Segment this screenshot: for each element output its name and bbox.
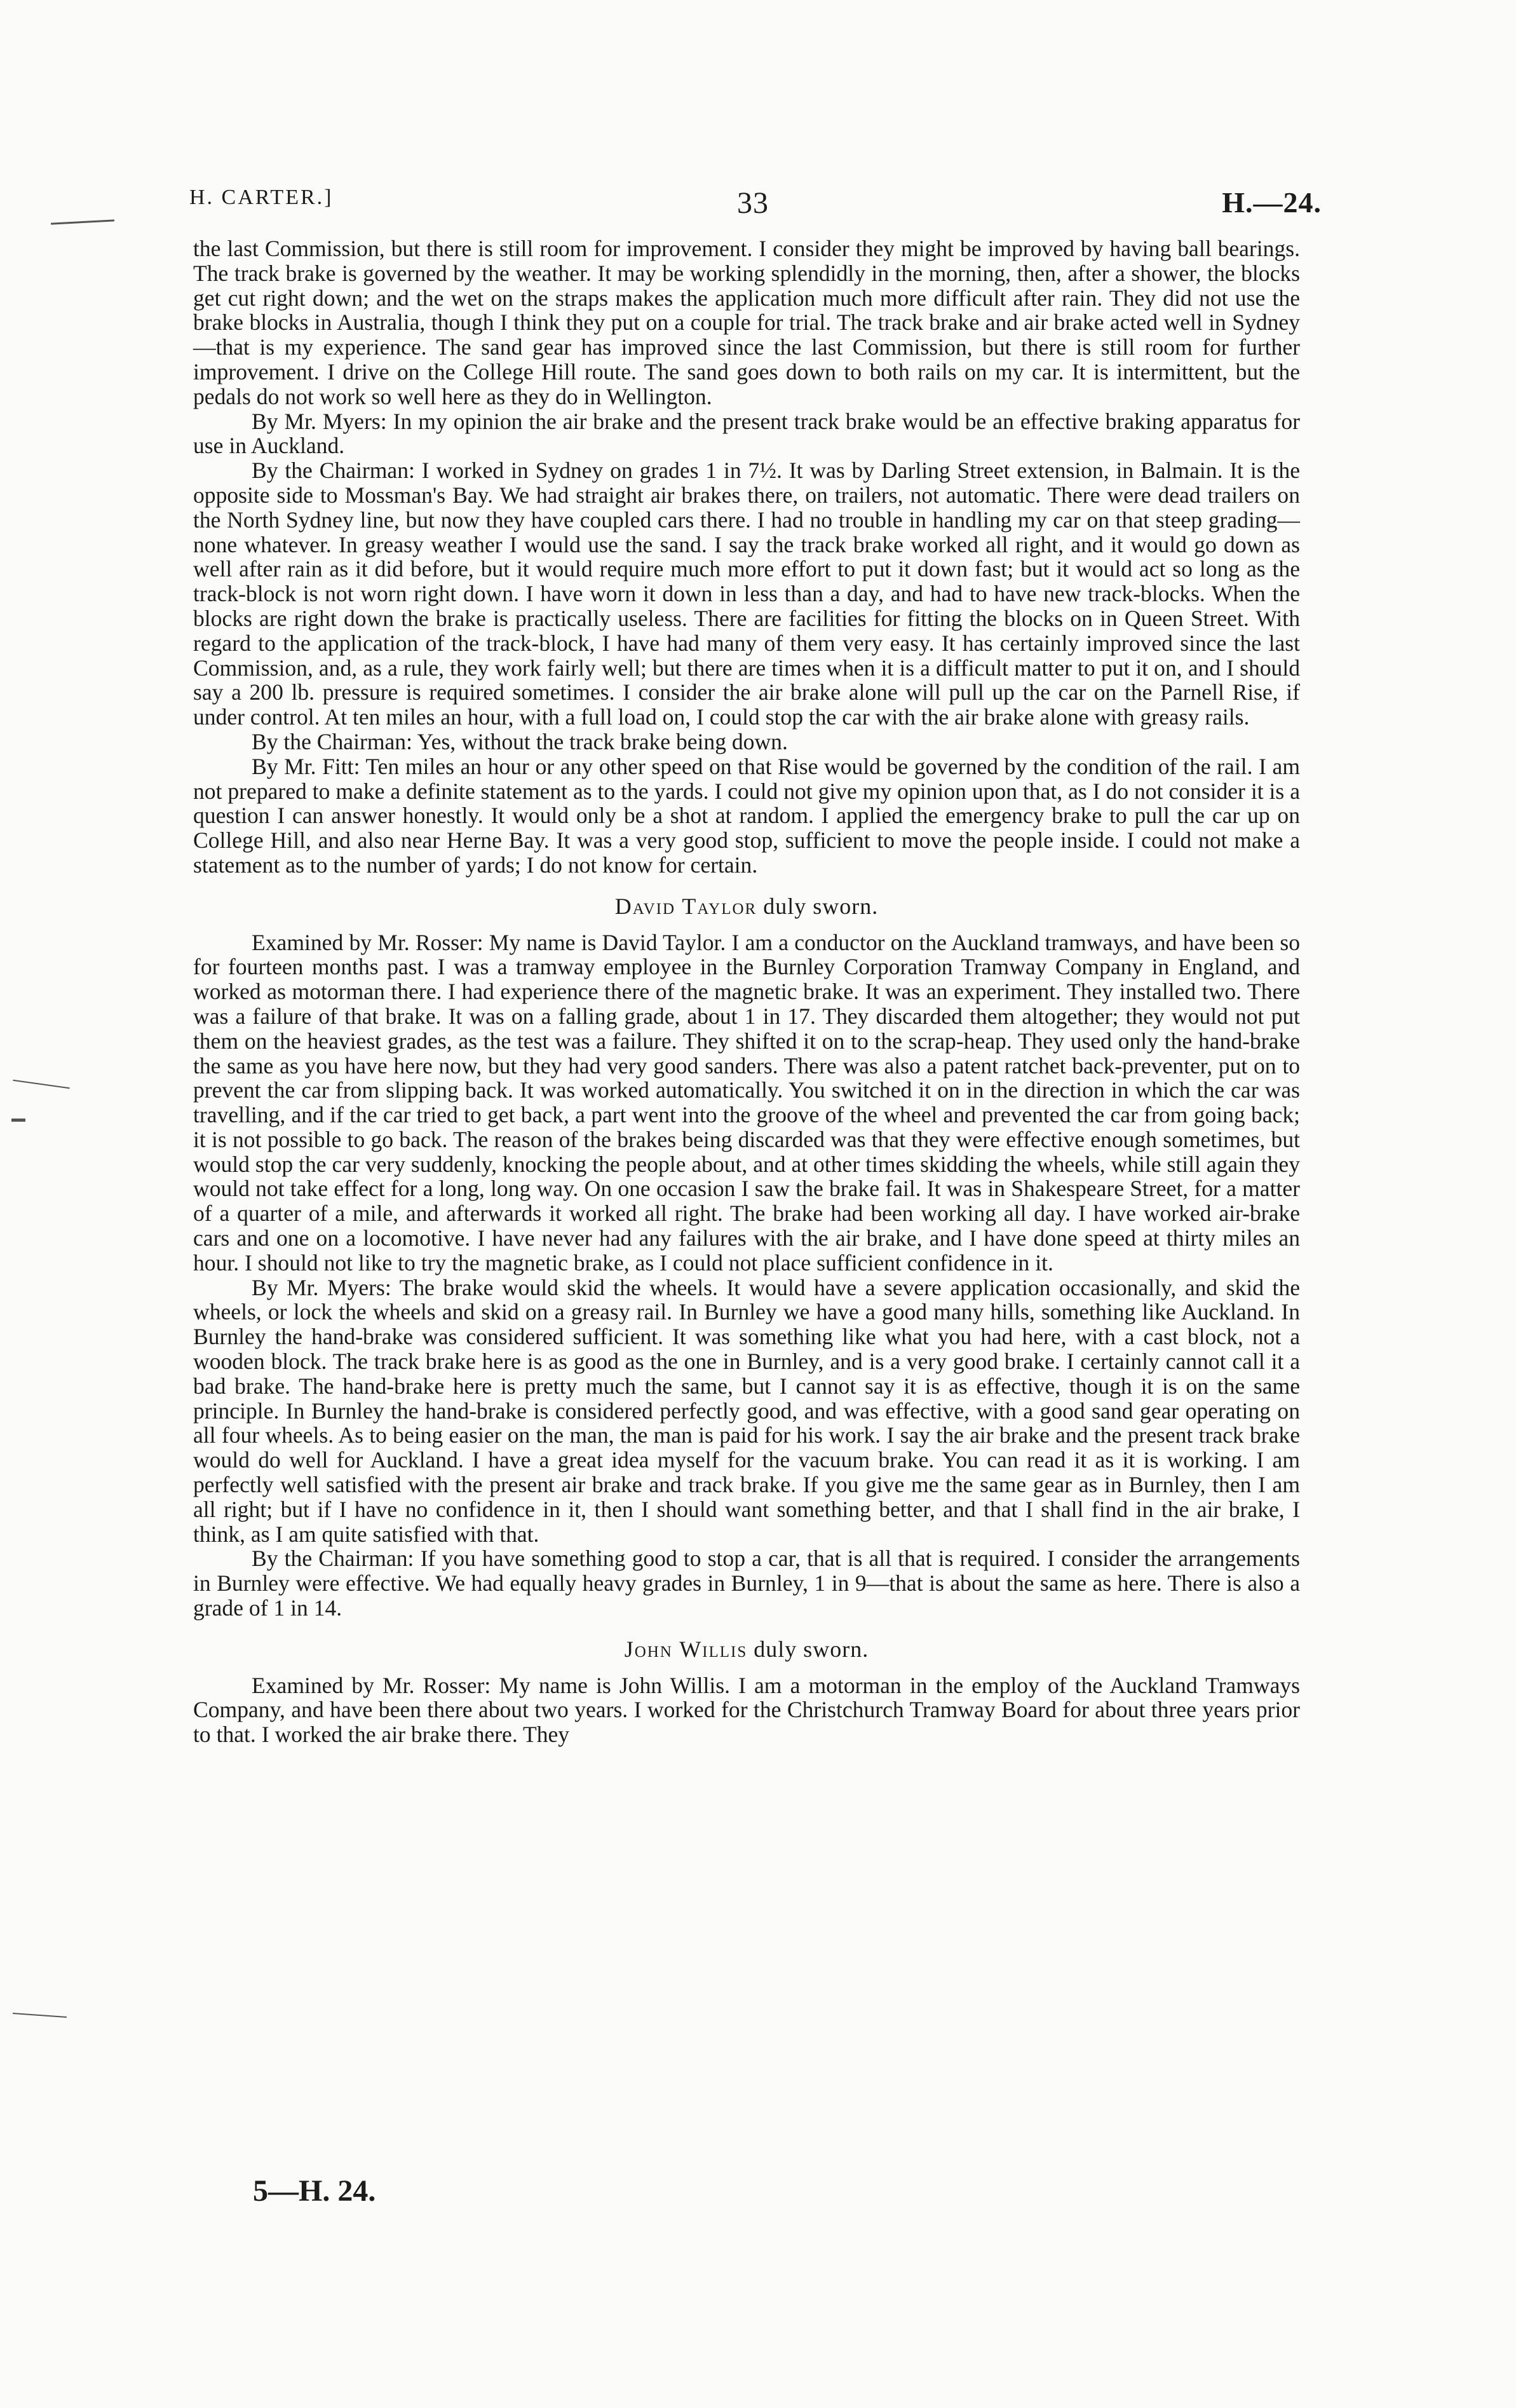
paragraph: By the Chairman: Yes, without the track brake being down.: [252, 728, 788, 754]
witness-heading: [193, 894, 1300, 919]
margin-mark: [11, 1119, 25, 1122]
paragraph: the last Commission, but there is still room for improvement. I consider they might be improved by having ball bearings. The track brake is governed by the weather. It may be working splendidly in the morning, then, after a shower, the blocks get cut right down; and the wet on the straps makes the application much more difficult after rain. They did not use the brake blocks in Australia, though I think they put on a couple for trial. The track brake and air brake acted well in Sydney—that is my experience. The sand gear has improved since the last Commission, but there is still room for further improvement. I drive on the College Hill route. The sand goes down to both rails on my car. It is intermittent, but the pedals do not work so well here as they do in Wellington.: [193, 236, 1300, 409]
witness-name: David Taylor: [614, 893, 757, 919]
page-number: 33: [737, 186, 769, 220]
margin-mark: [13, 1080, 69, 1089]
witness-sworn: duly sworn.: [747, 1636, 869, 1662]
running-head-left: H. CARTER.]: [189, 186, 334, 209]
paragraph: Examined by Mr. Rosser: My name is David Taylor. I am a conductor on the Auckland tramways, and have been so for fourteen months past. I was a tramway employee in the Burnley Corporation Tramway Company in England, and worked as motorman there. I had experience there of the magnetic brake. It was an experiment. They installed two. There was a failure of that brake. It was on a falling grade, about 1 in 17. They discarded them altogether; they would not put them on the heaviest grades, as the test was a failure. They shifted it on to the scrap-heap. They used only the hand-brake the same as you have here now, but they had very good sanders. There was also a patent ratchet back-preventer, put on to prevent the car from slipping back. It was worked automatically. You switched it on in the direction in which the car was travelling, and if the car tried to get back, a part went into the groove of the wheel and prevented the car from going back; it is not possible to go back. The reason of the brakes being discarded was that they were effective enough sometimes, but would stop the car very suddenly, knocking the people about, and at other times skidding the wheels, while still again they would not take effect for a long, long way. On one occasion I saw the brake fail. It was in Shakespeare Street, for a matter of a quarter of a mile, and afterwards it worked all right. The brake had been working all day. I have worked air-brake cars and one on a locomotive. I have never had any failures with the air brake, and I have done speed at thirty miles an hour. I should not like to try the magnetic brake, as I could not place sufficient confidence in it.: [193, 929, 1300, 1275]
margin-mark: [51, 219, 114, 224]
paragraph: By the Chairman: If you have something good to stop a car, that is all that is required. I consider the arrangements in Burnley were effective. We had equally heavy grades in Burnley, 1 in 9—that is about the same as here. There is also a grade of 1 in 14.: [193, 1546, 1300, 1621]
running-head-right: H.—24.: [1222, 186, 1322, 219]
witness-name: John Willis: [624, 1636, 748, 1662]
paragraph: By Mr. Myers: The brake would skid the wheels. It would have a severe application occasionally, and skid the wheels, or lock the wheels and skid on a greasy rail. In Burnley we have a good many hills, something like Auckland. In Burnley the hand-brake was considered sufficient. It was something like what you had here, with a cast block, not a wooden block. The track brake here is as good as the one in Burnley, and is a very good brake. I certainly cannot call it a bad brake. The hand-brake here is pretty much the same, but I cannot say it is as effective, though it is on the same principle. In Burnley the hand-brake is considered perfectly good, and was effective, with a good sand gear operating on all four wheels. As to being easier on the man, the man is paid for his work. I say the air brake and the present track brake would do well for Auckland. I have a great idea myself for the vacuum brake. You can read it as it is working. I am perfectly well satisfied with the present air brake and track brake. If you give me the same gear as in Burnley, then I am all right; but if I have no confidence in it, then I should want something better, and that I shall find in the air brake, I think, as I am quite satisfied with that.: [193, 1274, 1300, 1547]
paragraph: By the Chairman: I worked in Sydney on grades 1 in 7½. It was by Darling Street extension, in Balmain. It is the opposite side to Mossman's Bay. We had straight air brakes there, on trailers, not automatic. There were dead trailers on the North Sydney line, but now they have coupled cars there. I had no trouble in handling my car on that steep grading—none whatever. In greasy weather I would use the sand. I say the track brake worked all right, and it would go down as well after rain as it did before, but it would require much more effort to put it down fast; but it would act so long as the track-block is not worn right down. I have worn it down in less than a day, and had to have new track-blocks. When the blocks are right down the brake is practically useless. There are facilities for fitting the blocks on in Queen Street. With regard to the application of the track-block, I have had many of them very easy. It has certainly improved since the last Commission, and, as a rule, they work fairly well; but there are times when it is a difficult matter to put it on, and I should say a 200 lb. pressure is required sometimes. I consider the air brake alone will pull up the car on the Parnell Rise, if under control. At ten miles an hour, with a full load on, I could stop the car with the air brake alone with greasy rails.: [193, 458, 1300, 730]
printer-signature: 5—H. 24.: [253, 2174, 376, 2208]
margin-mark: [13, 2013, 67, 2018]
paragraph: By Mr. Fitt: Ten miles an hour or any other speed on that Rise would be governed by the condition of the rail. I am not prepared to make a definite statement as to the yards. I could not give my opinion upon that, as I do not consider it is a question I can answer honestly. It would only be a shot at random. I applied the emergency brake to pull the car up on College Hill, and also near Herne Bay. It was a very good stop, sufficient to move the people inside. I could not make a statement as to the number of yards; I do not know for certain.: [193, 753, 1300, 878]
body-text: [193, 236, 1300, 1747]
paragraph: Examined by Mr. Rosser: My name is John Willis. I am a motorman in the employ of the Auckland Tramways Company, and have been there about two years. I worked for the Christchurch Tramway Board for about three years prior to that. I worked the air brake there. They: [193, 1672, 1300, 1748]
witness-sworn: duly sworn.: [757, 893, 879, 919]
witness-heading: [193, 1637, 1300, 1662]
paragraph: By Mr. Myers: In my opinion the air brake and the present track brake would be an effective braking apparatus for use in Auckland.: [193, 408, 1300, 459]
